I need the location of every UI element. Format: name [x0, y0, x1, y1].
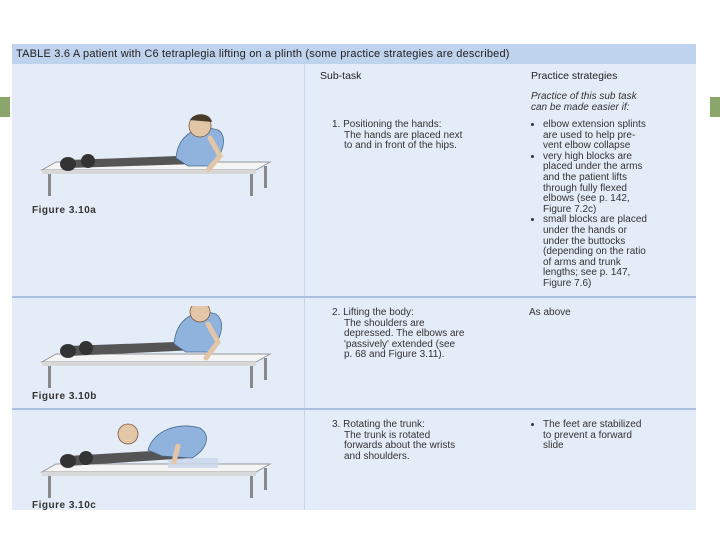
table-caption: TABLE 3.6 A patient with C6 tetraplegia lifting on a plinth (some practice strategies are described)	[12, 44, 696, 64]
figure-caption: Figure 3.10a	[32, 205, 97, 216]
subtask-cell: 1. Positioning the hands: The hands are placed next to and in front of the hips.	[332, 119, 463, 152]
figure-3-10b-illustration	[28, 306, 283, 392]
subtask-cell: 3. Rotating the trunk: The trunk is rotated forwards about the wrists and shoulders.	[332, 419, 456, 462]
strategies-cell	[531, 120, 691, 290]
column-divider	[304, 64, 305, 510]
strategy-item: • elbow extension splints are used to help pre- vent elbow collapse	[543, 120, 691, 152]
header-strategies: Practice strategies	[531, 70, 618, 82]
header-subtask: Sub-task	[320, 70, 362, 82]
row-divider	[12, 296, 696, 298]
strategies-note: Practice of this sub task can be made easier if:	[531, 91, 637, 113]
figure-3-10a-illustration	[28, 114, 283, 206]
strategies-cell	[531, 420, 691, 452]
strategy-item: • The feet are stabilized to prevent a forward slide	[543, 420, 691, 452]
right-accent-bar	[710, 97, 720, 117]
row-divider	[12, 408, 696, 410]
strategy-item: • small blocks are placed under the hands or under the buttocks (depending on the ratio of arms and trunk lengths; see p. 147, Figure 7.6)	[543, 215, 691, 289]
left-accent-bar	[0, 97, 10, 117]
figure-caption: Figure 3.10b	[32, 391, 97, 402]
figure-3-10c-illustration	[28, 416, 283, 502]
strategy-item: • very high blocks are placed under the arms and the patient lifts through fully flexed elbows (see p. 142, Figure 7.2c)	[543, 152, 691, 216]
strategies-cell: As above	[529, 307, 571, 318]
table-page	[12, 44, 696, 510]
subtask-cell: 2. Lifting the body: The shoulders are depressed. The elbows are 'passively' extended (see p. 68 and Figure 3.11).	[332, 307, 465, 361]
figure-caption: Figure 3.10c	[32, 500, 97, 510]
